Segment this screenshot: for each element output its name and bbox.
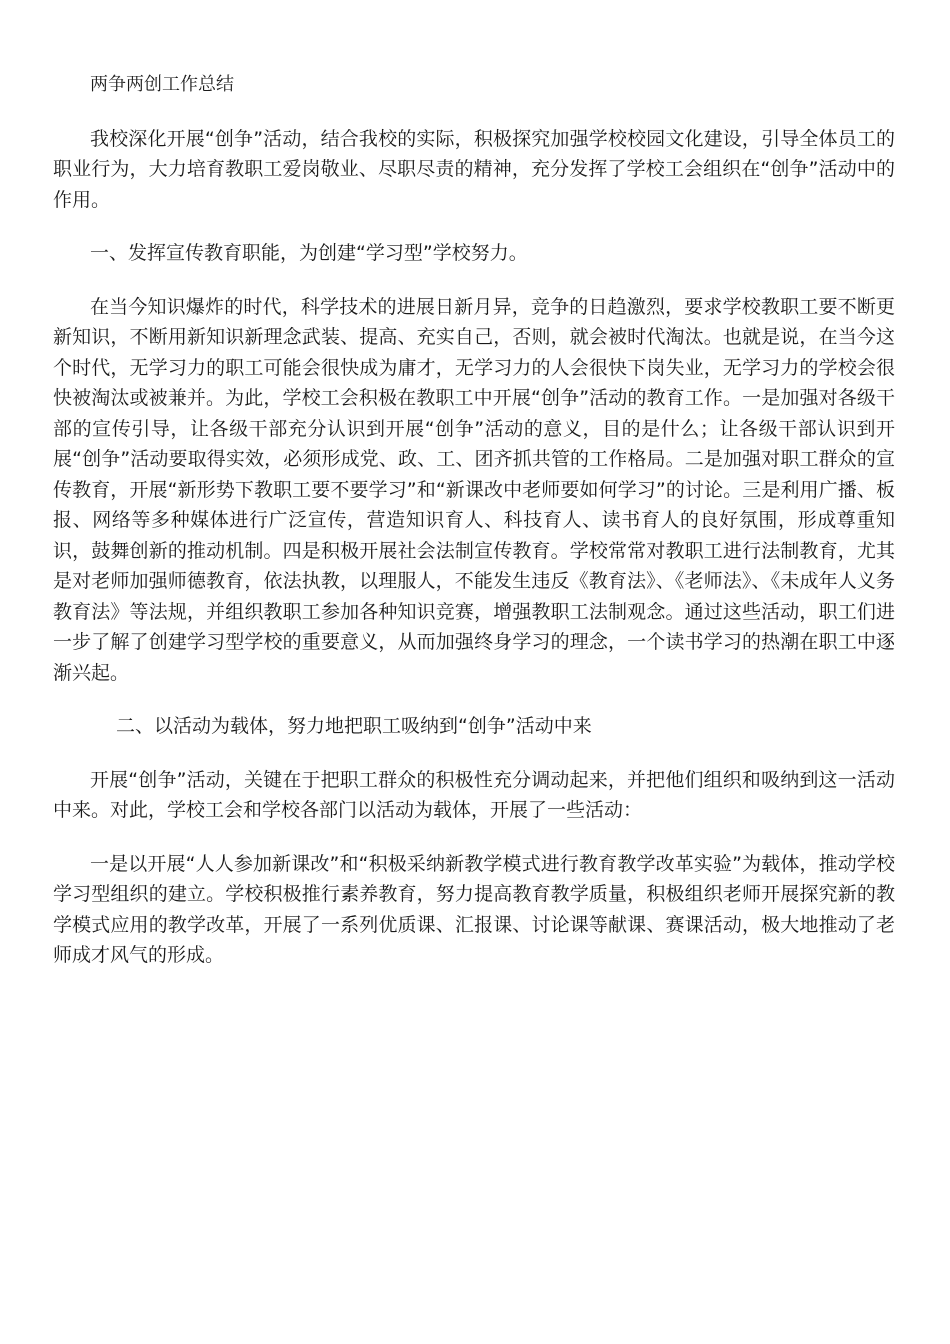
document-page: [53, 70, 895, 994]
section-2-item-1-paragraph: 一是以开展“人人参加新课改”和“积极采纳新教学模式进行教育教学改革实验”为载体，推动学校学习型组织的建立。学校积极推行素养教育，努力提高教育教学质量，积极组织老师开展探究新的教学模式应用的教学改革，开展了一系列优质课、汇报课、讨论课等献课、赛课活动，极大地推动了老师成才风气的形成。: [53, 852, 895, 966]
section-2-paragraph: 开展“创争”活动，关键在于把职工群众的积极性充分调动起来，并把他们组织和吸纳到这一活动中来。对此，学校工会和学校各部门以活动为载体，开展了一些活动：: [53, 768, 895, 821]
intro-paragraph: 我校深化开展“创争”活动，结合我校的实际，积极探究加强学校校园文化建设，引导全体员工的职业行为，大力培育教职工爱岗敬业、尽职尽责的精神，充分发挥了学校工会组织在“创争”活动中的作用。: [53, 127, 895, 211]
section-2-heading: 二、以活动为载体，努力地把职工吸纳到“创争”活动中来: [116, 715, 592, 737]
section-1-heading: 一、发挥宣传教育职能，为创建“学习型”学校努力。: [90, 242, 528, 264]
section-1-paragraph: 在当今知识爆炸的时代，科学技术的进展日新月异，竞争的日趋激烈，要求学校教职工要不断更新知识，不断用新知识新理念武装、提高、充实自己，否则，就会被时代淘汰。也就是说，在当今这个时代，无学习力的职工可能会很快成为庸才，无学习力的人会很快下岗失业，无学习力的学校会很快被淘汰或被兼并。为此，学校工会积极在教职工中开展“创争”活动的教育工作。一是加强对各级干部的宣传引导，让各级干部充分认识到开展“创争”活动的意义，目的是什么；让各级干部认识到开展“创争”活动要取得实效，必须形成党、政、工、团齐抓共管的工作格局。二是加强对职工群众的宣传教育，开展“新形势下教职工要不要学习”和“新课改中老师要如何学习”的讨论。三是利用广播、板报、网络等多种媒体进行广泛宣传，营造知识育人、科技育人、读书育人的良好氛围，形成尊重知识，鼓舞创新的推动机制。四是积极开展社会法制宣传教育。学校常常对教职工进行法制教育，尤其是对老师加强师德教育，依法执教，以理服人，不能发生违反《教育法》、《老师法》、《未成年人义务教育法》等法规，并组织教职工参加各种知识竞赛，增强教职工法制观念。通过这些活动，职工们进一步了解了创建学习型学校的重要意义，从而加强终身学习的理念，一个读书学习的热潮在职工中逐渐兴起。: [53, 295, 895, 684]
document-title: 两争两创工作总结: [90, 74, 234, 95]
